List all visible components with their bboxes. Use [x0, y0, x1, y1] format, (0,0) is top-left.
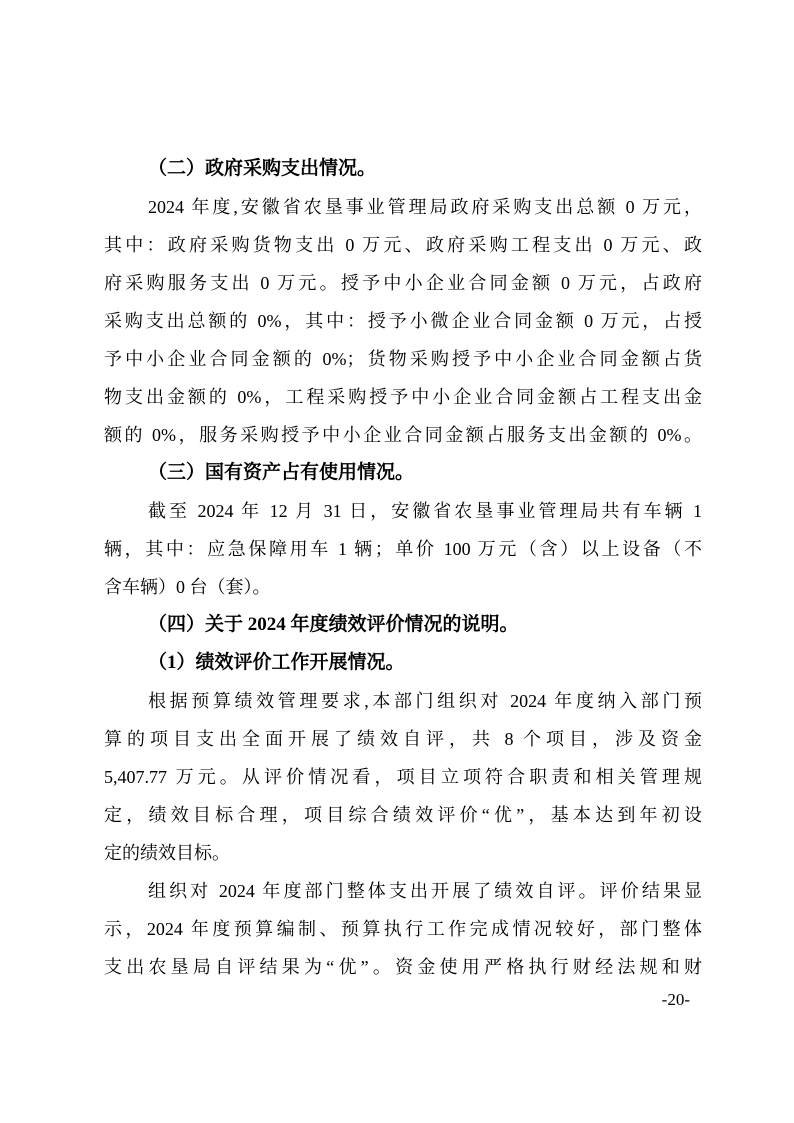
paragraph-line: 截至 2024 年 12 月 31 日，安徽省农垦事业管理局共有车辆 1 [148, 501, 702, 521]
section-heading: （二）政府采购支出情况。 [148, 158, 377, 179]
paragraph-line: 含车辆）0 台（套）。 [104, 577, 271, 597]
paragraph-line: 采购支出总额的 0%，其中：授予小微企业合同金额 0 万元，占授 [104, 311, 702, 331]
paragraph-line: 其中：政府采购货物支出 0 万元、政府采购工程支出 0 万元、政 [104, 235, 702, 255]
section-heading: （四）关于 2024 年度绩效评价情况的说明。 [148, 614, 519, 635]
paragraph-line: 物支出金额的 0%，工程采购授予中小企业合同金额占工程支出金 [104, 387, 702, 407]
paragraph-line: 组织对 2024 年度部门整体支出开展了绩效自评。评价结果显 [148, 881, 702, 901]
paragraph-line: 示，2024 年度预算编制、预算执行工作完成情况较好，部门整体 [104, 919, 702, 939]
paragraph-line: 2024 年度,安徽省农垦事业管理局政府采购支出总额 0 万元， [148, 197, 702, 217]
paragraph-line: 定，绩效目标合理，项目综合绩效评价“优”，基本达到年初设 [104, 805, 702, 825]
paragraph-line: 额的 0%，服务采购授予中小企业合同金额占服务支出金额的 0%。 [104, 425, 702, 445]
section-heading: （三）国有资产占有使用情况。 [148, 462, 415, 483]
paragraph-line: 府采购服务支出 0 万元。授予中小企业合同金额 0 万元，占政府 [104, 273, 702, 293]
paragraph-line: 5,407.77 万元。从评价情况看，项目立项符合职责和相关管理规 [104, 767, 702, 787]
paragraph-line: 定的绩效目标。 [104, 843, 230, 863]
page-number: -20- [661, 990, 690, 1009]
paragraph-line: 支出农垦局自评结果为“优”。资金使用严格执行财经法规和财 [104, 957, 702, 977]
paragraph-line: 算的项目支出全面开展了绩效自评，共 8 个项目，涉及资金 [104, 729, 702, 749]
paragraph-line: 根据预算绩效管理要求,本部门组织对 2024 年度纳入部门预 [148, 691, 702, 711]
paragraph-line: 予中小企业合同金额的 0%；货物采购授予中小企业合同金额占货 [104, 349, 702, 369]
document-content [104, 150, 702, 986]
section-heading: （1）绩效评价工作开展情况。 [148, 652, 405, 673]
paragraph-line: 辆，其中：应急保障用车 1 辆；单价 100 万元（含）以上设备（不 [104, 539, 702, 559]
